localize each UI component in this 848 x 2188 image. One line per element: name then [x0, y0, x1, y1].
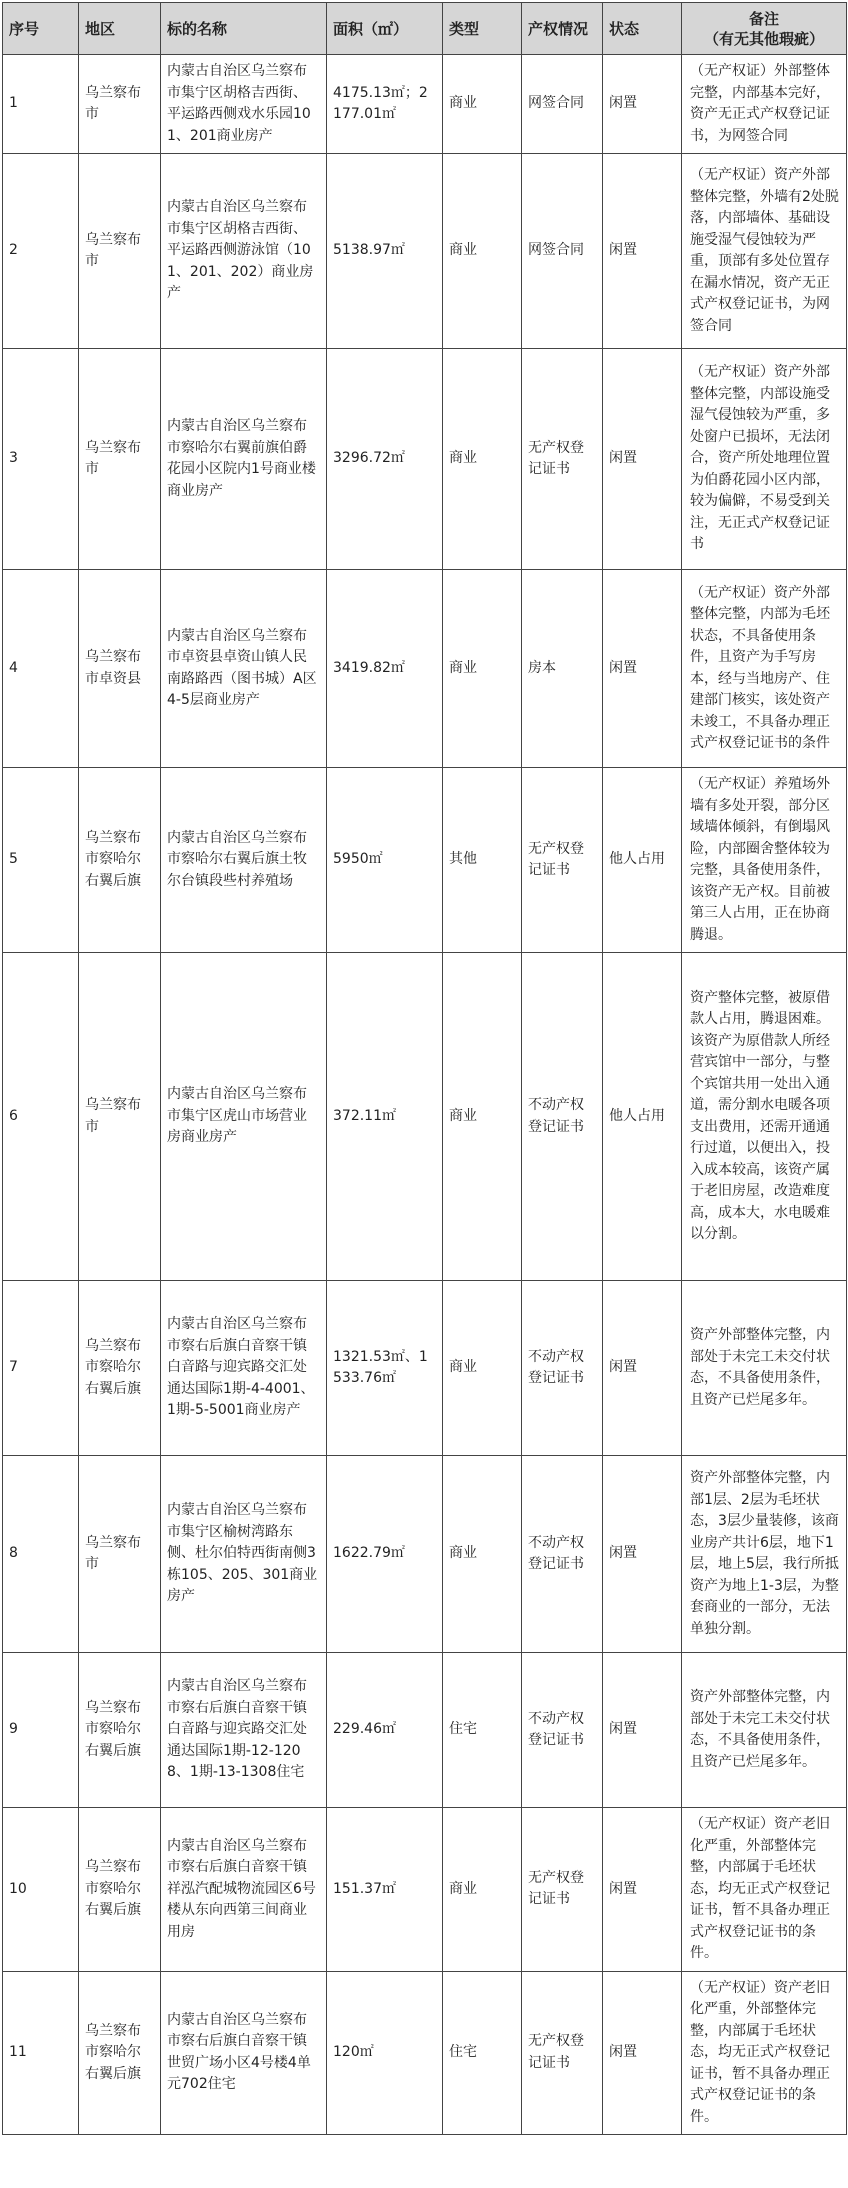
cell-note: （无产权证）养殖场外墙有多处开裂，部分区域墙体倾斜，有倒塌风险，内部圈舍整体较为完整，具备使用条件，该资产无产权。目前被第三人占用，正在协商腾退。	[682, 768, 847, 953]
header-note	[682, 3, 847, 55]
cell-title-status: 不动产权登记证书	[522, 953, 603, 1281]
table-row	[3, 768, 847, 953]
cell-area: 5138.97㎡	[327, 154, 443, 349]
cell-no: 1	[3, 55, 79, 154]
cell-area: 229.46㎡	[327, 1653, 443, 1808]
cell-no: 6	[3, 953, 79, 1281]
cell-name: 内蒙古自治区乌兰察布市察哈尔右翼后旗土牧尔台镇段些村养殖场	[161, 768, 327, 953]
cell-title-status: 不动产权登记证书	[522, 1653, 603, 1808]
cell-region: 乌兰察布市卓资县	[79, 570, 161, 768]
cell-area: 372.11㎡	[327, 953, 443, 1281]
cell-title-status: 网签合同	[522, 154, 603, 349]
cell-note: 资产整体完整，被原借款人占用，腾退困难。该资产为原借款人所经营宾馆中一部分，与整个宾馆共用一处出入通道，需分割水电暖各项支出费用，还需开通通行过道，以便出入，投入成本较高，该资产属于老旧房屋，改造难度高，成本大，水电暖难以分割。	[682, 953, 847, 1281]
table-row	[3, 349, 847, 570]
cell-region: 乌兰察布市察哈尔右翼后旗	[79, 1653, 161, 1808]
cell-state: 他人占用	[603, 768, 682, 953]
table-row	[3, 1281, 847, 1456]
cell-name: 内蒙古自治区乌兰察布市察右后旗白音察干镇祥泓汽配城物流园区6号楼从东向西第三间商业用房	[161, 1808, 327, 1972]
cell-area: 1622.79㎡	[327, 1456, 443, 1653]
cell-name: 内蒙古自治区乌兰察布市集宁区榆树湾路东侧、杜尔伯特西街南侧3栋105、205、301商业房产	[161, 1456, 327, 1653]
cell-no: 9	[3, 1653, 79, 1808]
header-note-title: 备注	[748, 9, 779, 28]
cell-region: 乌兰察布市察哈尔右翼后旗	[79, 768, 161, 953]
header-region: 地区	[79, 3, 161, 55]
table-row	[3, 154, 847, 349]
cell-type: 商业	[443, 1281, 522, 1456]
header-title-status: 产权情况	[522, 3, 603, 55]
cell-region: 乌兰察布市察哈尔右翼后旗	[79, 1808, 161, 1972]
cell-state: 他人占用	[603, 953, 682, 1281]
cell-region: 乌兰察布市察哈尔右翼后旗	[79, 1971, 161, 2135]
cell-state: 闲置	[603, 1281, 682, 1456]
cell-no: 10	[3, 1808, 79, 1972]
cell-no: 8	[3, 1456, 79, 1653]
cell-type: 商业	[443, 154, 522, 349]
cell-name: 内蒙古自治区乌兰察布市集宁区虎山市场营业房商业房产	[161, 953, 327, 1281]
cell-type: 商业	[443, 1808, 522, 1972]
cell-area: 3419.82㎡	[327, 570, 443, 768]
cell-region: 乌兰察布市	[79, 154, 161, 349]
header-no: 序号	[3, 3, 79, 55]
cell-note: （无产权证）资产老旧化严重，外部整体完整，内部属于毛坯状态，均无正式产权登记证书，暂不具备办理正式产权登记证书的条件。	[682, 1808, 847, 1972]
cell-title-status: 无产权登记证书	[522, 768, 603, 953]
cell-name: 内蒙古自治区乌兰察布市卓资县卓资山镇人民南路路西（图书城）A区4-5层商业房产	[161, 570, 327, 768]
cell-title-status: 网签合同	[522, 55, 603, 154]
header-area: 面积（㎡）	[327, 3, 443, 55]
cell-area: 3296.72㎡	[327, 349, 443, 570]
cell-region: 乌兰察布市	[79, 349, 161, 570]
cell-type: 其他	[443, 768, 522, 953]
cell-name: 内蒙古自治区乌兰察布市集宁区胡格吉西街、平运路西侧戏水乐园101、201商业房产	[161, 55, 327, 154]
cell-state: 闲置	[603, 1653, 682, 1808]
cell-type: 商业	[443, 349, 522, 570]
cell-state: 闲置	[603, 154, 682, 349]
cell-name: 内蒙古自治区乌兰察布市察右后旗白音察干镇世贸广场小区4号楼4单元702住宅	[161, 1971, 327, 2135]
cell-note: （无产权证）资产老旧化严重，外部整体完整，内部属于毛坯状态，均无正式产权登记证书，暂不具备办理正式产权登记证书的条件。	[682, 1971, 847, 2135]
cell-type: 商业	[443, 1456, 522, 1653]
cell-name: 内蒙古自治区乌兰察布市察右后旗白音察干镇白音路与迎宾路交汇处通达国际1期-4-4001、1期-5-5001商业房产	[161, 1281, 327, 1456]
cell-no: 4	[3, 570, 79, 768]
table-row	[3, 1653, 847, 1808]
cell-title-status: 无产权登记证书	[522, 349, 603, 570]
cell-state: 闲置	[603, 1456, 682, 1653]
table-row	[3, 1971, 847, 2135]
cell-no: 11	[3, 1971, 79, 2135]
cell-title-status: 无产权登记证书	[522, 1808, 603, 1972]
cell-title-status: 不动产权登记证书	[522, 1456, 603, 1653]
cell-note: 资产外部整体完整，内部处于未完工未交付状态，不具备使用条件，且资产已烂尾多年。	[682, 1281, 847, 1456]
table-row	[3, 1808, 847, 1972]
cell-state: 闲置	[603, 1808, 682, 1972]
cell-region: 乌兰察布市	[79, 953, 161, 1281]
cell-title-status: 无产权登记证书	[522, 1971, 603, 2135]
cell-state: 闲置	[603, 55, 682, 154]
header-note-subtitle: （有无其他瑕疵）	[703, 29, 824, 48]
cell-no: 2	[3, 154, 79, 349]
table-row	[3, 1456, 847, 1653]
cell-state: 闲置	[603, 349, 682, 570]
cell-no: 7	[3, 1281, 79, 1456]
table-row	[3, 953, 847, 1281]
header-state: 状态	[603, 3, 682, 55]
cell-area: 151.37㎡	[327, 1808, 443, 1972]
cell-type: 住宅	[443, 1653, 522, 1808]
cell-area: 4175.13㎡；2177.01㎡	[327, 55, 443, 154]
cell-title-status: 房本	[522, 570, 603, 768]
cell-name: 内蒙古自治区乌兰察布市集宁区胡格吉西街、平运路西侧游泳馆（101、201、202）商业房产	[161, 154, 327, 349]
cell-no: 3	[3, 349, 79, 570]
cell-note: （无产权证）资产外部整体完整，外墙有2处脱落，内部墙体、基础设施受湿气侵蚀较为严重，顶部有多处位置存在漏水情况，资产无正式产权登记证书，为网签合同	[682, 154, 847, 349]
cell-area: 5950㎡	[327, 768, 443, 953]
cell-state: 闲置	[603, 1971, 682, 2135]
cell-type: 商业	[443, 570, 522, 768]
cell-note: （无产权证）资产外部整体完整，内部为毛坯状态，不具备使用条件，且资产为手写房本，经与当地房产、住建部门核实，该处资产未竣工，不具备办理正式产权登记证书的条件	[682, 570, 847, 768]
cell-type: 住宅	[443, 1971, 522, 2135]
cell-area: 120㎡	[327, 1971, 443, 2135]
header-type: 类型	[443, 3, 522, 55]
cell-region: 乌兰察布市	[79, 55, 161, 154]
cell-name: 内蒙古自治区乌兰察布市察右后旗白音察干镇白音路与迎宾路交汇处通达国际1期-12-1208、1期-13-1308住宅	[161, 1653, 327, 1808]
cell-no: 5	[3, 768, 79, 953]
cell-state: 闲置	[603, 570, 682, 768]
cell-area: 1321.53㎡、1533.76㎡	[327, 1281, 443, 1456]
cell-name: 内蒙古自治区乌兰察布市察哈尔右翼前旗伯爵花园小区院内1号商业楼商业房产	[161, 349, 327, 570]
header-name: 标的名称	[161, 3, 327, 55]
table-header-row	[3, 3, 847, 55]
cell-note: 资产外部整体完整，内部1层、2层为毛坯状态，3层少量装修，该商业房产共计6层，地下1层，地上5层，我行所抵资产为地上1-3层，为整套商业的一部分，无法单独分割。	[682, 1456, 847, 1653]
cell-type: 商业	[443, 953, 522, 1281]
table-row	[3, 570, 847, 768]
cell-region: 乌兰察布市	[79, 1456, 161, 1653]
asset-table	[2, 2, 847, 2135]
cell-region: 乌兰察布市察哈尔右翼后旗	[79, 1281, 161, 1456]
cell-note: 资产外部整体完整，内部处于未完工未交付状态，不具备使用条件，且资产已烂尾多年。	[682, 1653, 847, 1808]
cell-type: 商业	[443, 55, 522, 154]
table-row	[3, 55, 847, 154]
cell-note: （无产权证）资产外部整体完整，内部设施受湿气侵蚀较为严重，多处窗户已损坏，无法闭合，资产所处地理位置为伯爵花园小区内部，较为偏僻，不易受到关注，无正式产权登记证书	[682, 349, 847, 570]
cell-title-status: 不动产权登记证书	[522, 1281, 603, 1456]
cell-note: （无产权证）外部整体完整，内部基本完好，资产无正式产权登记证书，为网签合同	[682, 55, 847, 154]
